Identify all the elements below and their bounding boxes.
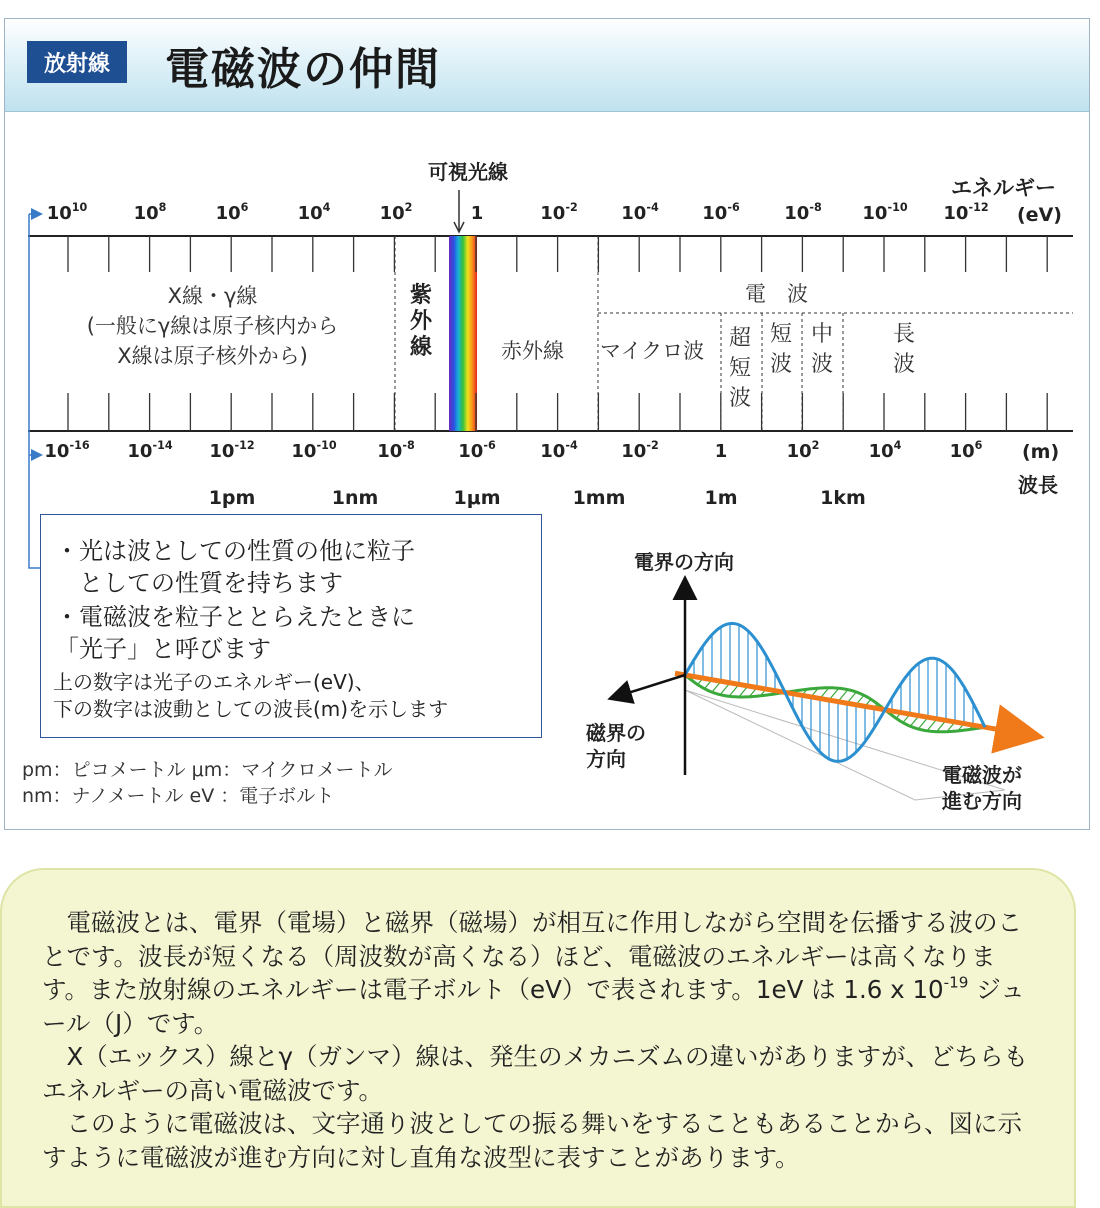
- page-title: 電磁波の仲間: [165, 33, 441, 97]
- tick-bot-label: $10^{-10}$: [274, 441, 354, 462]
- tick-top-label: $10^{-6}$: [681, 203, 761, 224]
- energy-unit: (eV): [1017, 204, 1062, 226]
- bullet-2-line-2: 「光子」と呼びます: [55, 633, 271, 666]
- note-line-2: 下の数字は波動としての波長(m)を示します: [53, 696, 448, 723]
- bullet-1-line-1: ・光は波としての性質の他に粒子: [55, 535, 415, 568]
- electric-field-label: 電界の方向: [634, 549, 734, 575]
- magnetic-axis: [612, 675, 685, 698]
- microwave-label: マイクロ波: [600, 336, 704, 366]
- mediumwave-label: 中波: [809, 320, 835, 380]
- tick-top-label: $10^{10}$: [27, 203, 107, 224]
- tick-bot-label: $10^{-8}$: [356, 441, 436, 462]
- tick-top-label: $10^4$: [274, 203, 354, 224]
- tick-bot-label: $10^{-2}$: [600, 441, 680, 462]
- category-badge: 放射線: [27, 41, 127, 83]
- tick-top-label: $10^{-4}$: [600, 203, 680, 224]
- shortwave-label: 短波: [768, 320, 794, 380]
- bullet-1-line-2: としての性質を持ちます: [55, 567, 343, 600]
- length-mark: 1mm: [559, 487, 639, 509]
- tick-top-label: 1: [437, 203, 517, 224]
- length-mark: 1km: [803, 487, 883, 509]
- visible-light-band: [449, 236, 477, 431]
- length-mark: 1pm: [192, 487, 272, 509]
- tick-top-label: $10^{-8}$: [763, 203, 843, 224]
- wavelength-unit: (m): [1022, 441, 1059, 463]
- xray-gamma-label: X線・γ線 (一般にγ線は原子核内から X線は原子核外から): [40, 281, 385, 371]
- uv-label: 紫外線: [408, 283, 434, 361]
- tick-bot-label: $10^6$: [926, 441, 1006, 462]
- visible-light-label: 可視光線: [428, 156, 508, 185]
- unit-legend-2: nm：ナノメートル eV ：電子ボルト: [22, 784, 334, 809]
- tick-top-label: $10^{-2}$: [519, 203, 599, 224]
- wavelength-label: 波長: [1018, 469, 1058, 498]
- length-mark: 1m: [681, 487, 761, 509]
- tick-top-label: $10^2$: [356, 203, 436, 224]
- length-mark: 1μm: [437, 487, 517, 509]
- vhf-label: 超短波: [727, 324, 753, 414]
- explanation-paragraph-2: X（エックス）線とγ（ガンマ）線は、発生のメカニズムの違いがありますが、どちらもエネルギーの高い電磁波です。: [42, 1040, 1042, 1107]
- tick-bot-label: $10^4$: [845, 441, 925, 462]
- explanation-paragraph-1: 電磁波とは、電界（電場）と磁界（磁場）が相互に作用しながら空間を伝播する波のことです。波長が短くなる（周波数が高くなる）ほど、電磁波のエネルギーは高くなります。また放射線のエネルギーは電子ボルト（eV）で表されます。1eV は 1.6 x $10^{-19}$ ジュール（J）です。: [42, 906, 1042, 1040]
- propagation-arrow: [675, 673, 1030, 735]
- explanation-panel: [0, 868, 1076, 1208]
- tick-bot-label: $10^{-14}$: [110, 441, 190, 462]
- tick-bot-label: $10^{-16}$: [27, 441, 107, 462]
- tick-bot-label: $10^{-12}$: [192, 441, 272, 462]
- bullet-2-line-1: ・電磁波を粒子ととらえたときに: [55, 601, 415, 634]
- tick-bot-label: $10^{-6}$: [437, 441, 517, 462]
- ir-label: 赤外線: [501, 336, 564, 366]
- tick-top-label: $10^{-12}$: [926, 203, 1006, 224]
- longwave-label: 長波: [891, 320, 917, 380]
- note-line-1: 上の数字は光子のエネルギー(eV)、: [53, 669, 375, 696]
- tick-bot-label: 1: [681, 441, 761, 462]
- tick-bot-label: $10^{-4}$: [519, 441, 599, 462]
- magnetic-field-label: 磁界の 方向: [586, 720, 646, 772]
- explanation-paragraph-3: このように電磁波は、文字通り波としての振る舞いをすることもあることから、図に示すように電磁波が進む方向に対し直角な波型に表すことがあります。: [42, 1107, 1042, 1174]
- tick-bot-label: $10^2$: [763, 441, 843, 462]
- tick-top-label: $10^8$: [110, 203, 190, 224]
- tick-top-label: $10^{-10}$: [845, 203, 925, 224]
- photon-info-box: [40, 514, 542, 738]
- bracket-line: [29, 510, 40, 568]
- length-mark: 1nm: [315, 487, 395, 509]
- propagation-label: 電磁波が 進む方向: [942, 762, 1022, 814]
- radio-label: 電 波: [745, 279, 808, 309]
- energy-label: エネルギー: [951, 172, 1056, 202]
- tick-top-label: $10^6$: [192, 203, 272, 224]
- unit-legend-1: pm：ピコメートル μm：マイクロメートル: [22, 758, 392, 783]
